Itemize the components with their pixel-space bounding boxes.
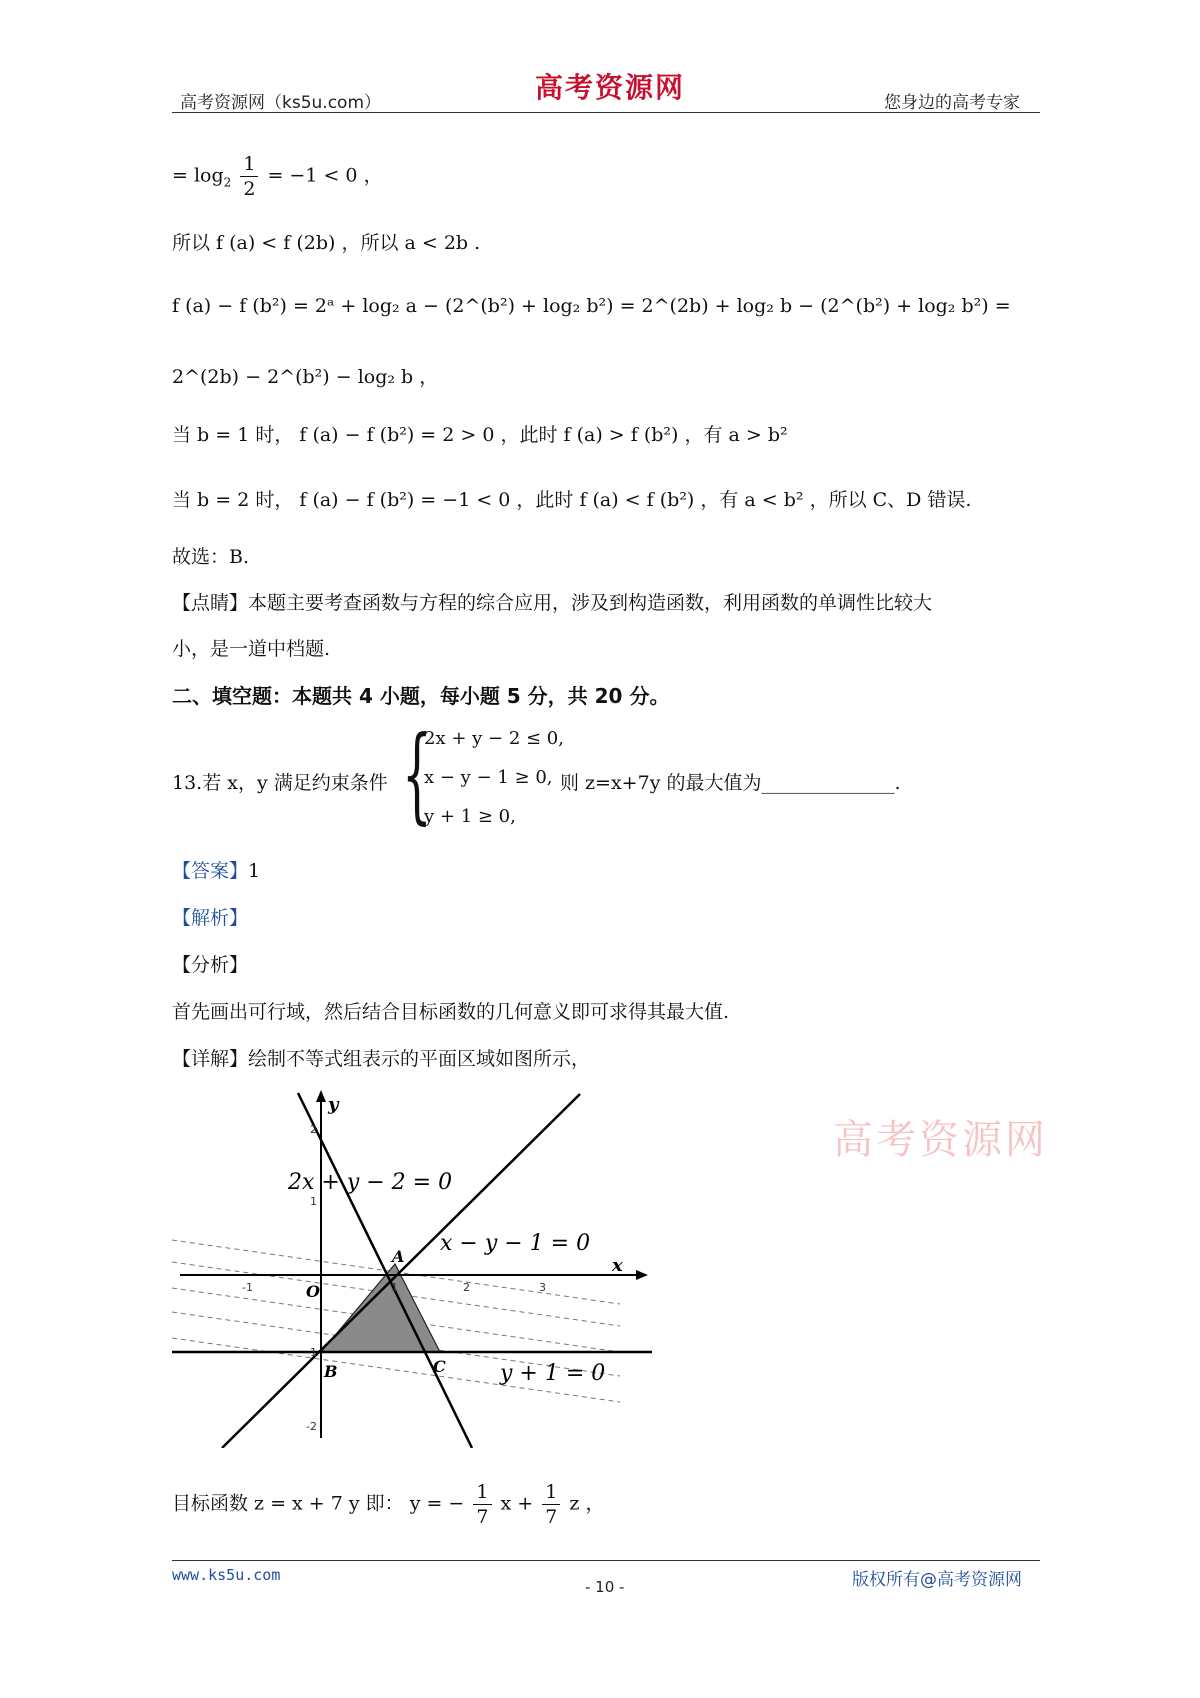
tick-y-1: 1	[310, 1195, 317, 1208]
tick-x-3: 3	[539, 1281, 546, 1294]
objective-tail: z ，	[569, 1492, 605, 1515]
feasible-region	[321, 1264, 440, 1352]
analysis-label: 【解析】	[172, 907, 249, 929]
derivation-line-7: 故选：B.	[172, 546, 250, 568]
tick-y-2: 2	[310, 1123, 317, 1136]
derivation-line-1	[172, 152, 383, 201]
page-number: - 10 -	[585, 1578, 625, 1596]
tick-y-minus-2: -2	[306, 1420, 317, 1433]
objective-fraction-1: $\frac{1}{7}$	[473, 1480, 491, 1529]
constraint-3: y + 1 ≥ 0,	[424, 806, 516, 827]
comment-line-1	[172, 588, 932, 615]
answer-value: 1	[248, 860, 261, 882]
header-rule	[172, 112, 1040, 113]
footer-copyright: 版权所有@高考资源网	[852, 1570, 1022, 1590]
objective-mid: x +	[500, 1492, 534, 1515]
boundary-2x-plus-y	[298, 1093, 472, 1448]
footer-rule	[172, 1560, 1040, 1561]
question-13-text: 13.若 x，y 满足约束条件	[172, 772, 388, 794]
label-x-minus-y: x − y − 1 = 0	[440, 1231, 591, 1256]
header-left-text: 高考资源网（ks5u.com）	[180, 93, 382, 113]
boundary-x-minus-y	[222, 1094, 580, 1448]
point-b-label: B	[324, 1362, 338, 1381]
objective-fraction-2: $\frac{1}{7}$	[542, 1480, 560, 1529]
log-prefix: = log	[172, 164, 224, 187]
y-axis-arrow	[316, 1090, 326, 1102]
feasible-region-figure	[170, 1088, 660, 1448]
detail-label: 【详解】	[172, 1048, 249, 1070]
point-a-label: A	[392, 1247, 405, 1266]
footer-site-link[interactable]: www.ks5u.com	[172, 1566, 281, 1584]
fenxi-text: 首先画出可行域，然后结合目标函数的几何意义即可求得其最大值.	[172, 1001, 730, 1023]
header-logo: 高考资源网	[535, 71, 686, 104]
derivation-line-4: 2^(2b) − 2^(b²) − log₂ b ，	[172, 366, 439, 388]
derivation-line-1-tail: = −1 < 0 ，	[267, 164, 383, 187]
header-right-text: 您身边的高考专家	[884, 93, 1020, 113]
label-2x-plus-y: 2x + y − 2 = 0	[288, 1170, 453, 1195]
answer-label: 【答案】	[172, 860, 249, 882]
fraction-one-half: $\frac{1}{2}$	[240, 152, 258, 201]
watermark: 高考资源网	[833, 1117, 1048, 1163]
log-base: 2	[223, 175, 232, 190]
derivation-line-6: 当 b = 2 时， f (a) − f (b²) = −1 < 0 ，此时 f (a) < f (b²) ，有 a < b² ，所以 C、D 错误.	[172, 489, 972, 511]
detail-line	[172, 1044, 590, 1071]
question-13-tail: 则 z=x+7y 的最大值为______________.	[560, 772, 901, 794]
tick-x-1: 1	[391, 1281, 398, 1294]
derivation-line-3: f (a) − f (b²) = 2ᵃ + log₂ a − (2^(b²) + log₂ b²) = 2^(2b) + log₂ b − (2^(b²) + log₂ b²) =	[172, 295, 1011, 317]
tick-y-minus-1: -1	[306, 1346, 317, 1359]
point-c-label: C	[433, 1357, 446, 1376]
answer-line	[172, 856, 260, 883]
tick-x-2: 2	[463, 1281, 470, 1294]
constraint-1: 2x + y − 2 ≤ 0,	[424, 728, 564, 749]
derivation-line-2: 所以 f (a) < f (2b) ，所以 a < 2b .	[172, 232, 481, 254]
x-axis-arrow	[636, 1270, 648, 1280]
axis-x-label: x	[612, 1255, 623, 1276]
detail-text: 绘制不等式组表示的平面区域如图所示，	[248, 1048, 591, 1070]
derivation-line-5: 当 b = 1 时， f (a) − f (b²) = 2 > 0 ，此时 f (a) > f (b²) ，有 a > b²	[172, 424, 788, 446]
objective-text: 目标函数 z = x + 7 y 即： y = −	[172, 1492, 465, 1515]
constraint-2: x − y − 1 ≥ 0,	[424, 767, 553, 788]
comment-text-1: 本题主要考查函数与方程的综合应用，涉及到构造函数，利用函数的单调性比较大	[248, 592, 933, 614]
origin-label: O	[306, 1282, 320, 1301]
label-y-plus-1: y + 1 = 0	[500, 1361, 606, 1386]
tick-x-minus-1: -1	[242, 1281, 253, 1294]
fenxi-label: 【分析】	[172, 954, 249, 976]
objective-line	[172, 1480, 604, 1529]
system-brace: {	[402, 713, 432, 835]
comment-label: 【点睛】	[172, 592, 249, 614]
comment-line-2: 小，是一道中档题.	[172, 638, 331, 660]
axis-y-label: y	[328, 1094, 339, 1115]
section-title: 二、填空题：本题共 4 小题，每小题 5 分，共 20 分。	[172, 684, 670, 708]
